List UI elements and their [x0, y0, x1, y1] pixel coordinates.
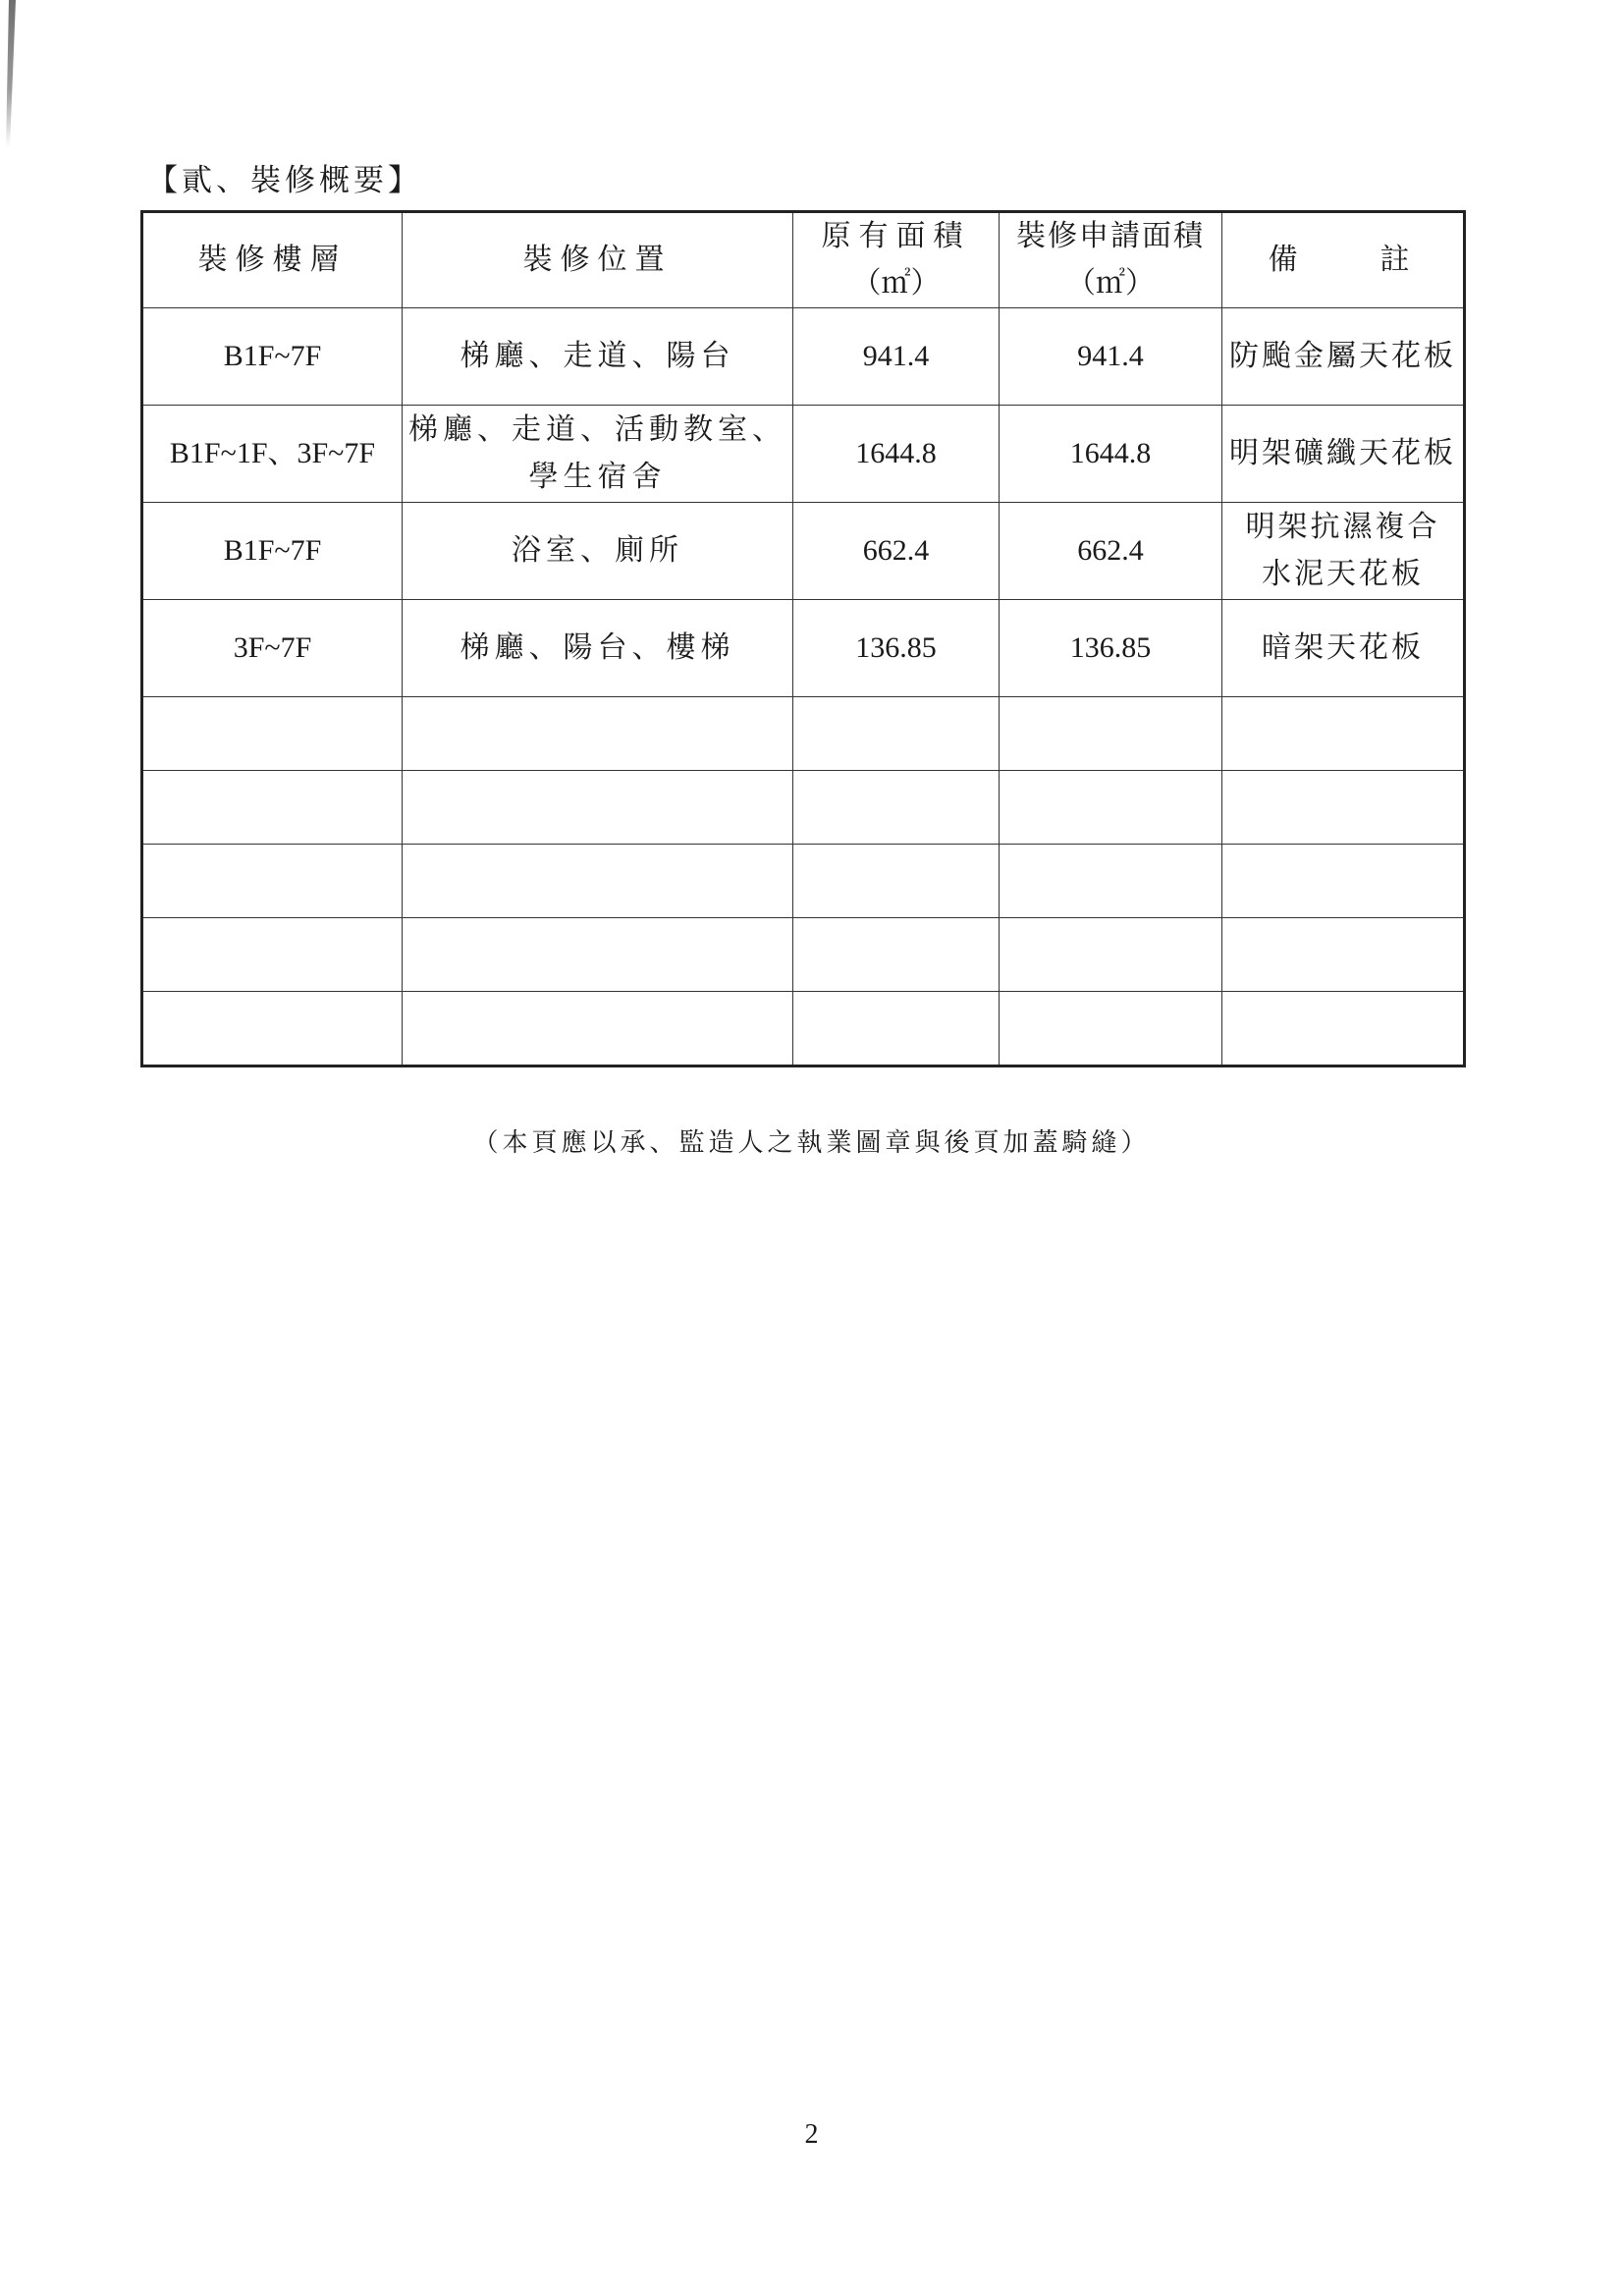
header-location: 裝修位置 [403, 212, 793, 308]
empty-cell [142, 992, 403, 1066]
table-row-empty [142, 845, 1465, 918]
empty-cell [142, 845, 403, 918]
table-row-empty [142, 771, 1465, 845]
cell-location-line-2: 學生宿舍 [528, 460, 667, 494]
cell-location-line-1: 梯廳、走道、活動教室、 [408, 412, 786, 447]
cell-remarks-line-1: 防颱金屬天花板 [1229, 339, 1456, 373]
empty-cell [403, 697, 793, 771]
empty-cell [403, 845, 793, 918]
cell-remarks [1222, 600, 1465, 697]
empty-cell [1222, 918, 1465, 992]
empty-cell [1222, 771, 1465, 845]
cell-applied-area: 1644.8 [1000, 406, 1222, 503]
empty-cell [1000, 918, 1222, 992]
cell-location [403, 600, 793, 697]
header-original-area [793, 212, 1000, 308]
cell-original-area: 1644.8 [793, 406, 1000, 503]
table-row-empty [142, 918, 1465, 992]
table-row [142, 406, 1465, 503]
cell-floor: B1F~7F [142, 503, 403, 600]
header-remarks: 備 註 [1222, 212, 1465, 308]
page-number: 2 [804, 2119, 819, 2150]
empty-cell [142, 918, 403, 992]
empty-cell [403, 918, 793, 992]
empty-cell [1000, 771, 1222, 845]
table-row-empty [142, 992, 1465, 1066]
empty-cell [793, 992, 1000, 1066]
empty-cell [793, 697, 1000, 771]
cell-remarks-line-1: 明架礦纖天花板 [1229, 436, 1456, 470]
renovation-summary-table [140, 210, 1466, 1067]
cell-remarks [1222, 406, 1465, 503]
empty-cell [1222, 992, 1465, 1066]
table-row [142, 503, 1465, 600]
cell-remarks-line-2: 水泥天花板 [1262, 557, 1424, 591]
empty-cell [142, 697, 403, 771]
cell-applied-area: 136.85 [1000, 600, 1222, 697]
empty-cell [1000, 992, 1222, 1066]
scan-edge-shadow [6, 0, 16, 147]
cell-remarks [1222, 503, 1465, 600]
cell-remarks [1222, 308, 1465, 406]
header-applied-area-label: 裝修申請面積 [1016, 219, 1205, 253]
header-applied-area [1000, 212, 1222, 308]
header-applied-area-unit: （㎡） [1066, 266, 1155, 301]
cell-floor: B1F~7F [142, 308, 403, 406]
cell-location [403, 406, 793, 503]
table-row-empty [142, 697, 1465, 771]
empty-cell [142, 771, 403, 845]
empty-cell [793, 918, 1000, 992]
header-original-area-unit: （㎡） [851, 266, 941, 301]
footer-note: （本頁應以承、監造人之執業圖章與後頁加蓋騎縫） [472, 1128, 1151, 1158]
empty-cell [403, 771, 793, 845]
cell-location [403, 308, 793, 406]
header-original-area-label: 原有面積 [821, 219, 971, 253]
cell-original-area: 662.4 [793, 503, 1000, 600]
empty-cell [1000, 845, 1222, 918]
table-row [142, 600, 1465, 697]
empty-cell [1000, 697, 1222, 771]
cell-original-area: 941.4 [793, 308, 1000, 406]
cell-location-line-1: 梯廳、走道、陽台 [460, 339, 735, 373]
cell-applied-area: 662.4 [1000, 503, 1222, 600]
table-header-row [142, 212, 1465, 308]
empty-cell [1222, 697, 1465, 771]
cell-applied-area: 941.4 [1000, 308, 1222, 406]
cell-remarks-line-1: 暗架天花板 [1262, 630, 1424, 665]
section-title: 【貳、裝修概要】 [147, 163, 422, 198]
empty-cell [793, 845, 1000, 918]
table-row [142, 308, 1465, 406]
cell-location-line-1: 梯廳、陽台、樓梯 [460, 630, 735, 665]
empty-cell [793, 771, 1000, 845]
cell-location [403, 503, 793, 600]
cell-floor: B1F~1F、3F~7F [142, 406, 403, 503]
empty-cell [1222, 845, 1465, 918]
cell-original-area: 136.85 [793, 600, 1000, 697]
empty-cell [403, 992, 793, 1066]
cell-location-line-1: 浴室、廁所 [512, 533, 683, 568]
cell-floor: 3F~7F [142, 600, 403, 697]
header-floor: 裝修樓層 [142, 212, 403, 308]
cell-remarks-line-1: 明架抗濕複合 [1245, 510, 1440, 544]
